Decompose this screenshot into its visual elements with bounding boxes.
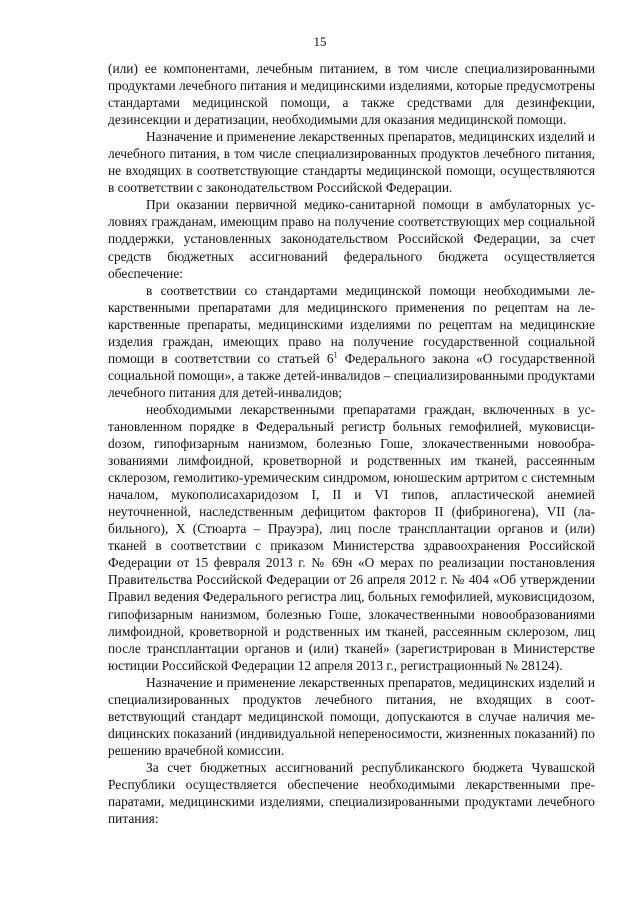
paragraph-standards-provision [108, 282, 595, 401]
paragraph-federal-register: необходимыми лекарственными препаратами граждан, включенных в установленном порядке в Федеральный регистр больных гемофилией, муковисциdозом, гипофизарным нанизмом, болезнью Гоше, злокачественными новообразованиями лимфоидной, кроветворной и родственных им тканей, рассеянным склерозом, гемолитико-уремическим синдромом, юношеским артритом с системным началом, мукополисахаридозом I, II и VI типов, апластической анемией неуточненной, наследственным дефицитом факторов II (фибриногена), VII (лабильного), X (Стюарта – Прауэра), лиц после трансплантации органов и (или) тканей в соответствии с приказом Министерства здравоохранения Российской Федерации от 15 февраля 2013 г. № 69н «О мерах по реализации постановления Правительства Российской Федерации от 26 апреля 2012 г. № 404 «Об утверждении Правил ведения Федерального регистра лиц, больных гемофилией, муковисцидозом, гипофизарным нанизмом, болезнью Гоше, злокачественными новообразованиями лимфоидной, кроветворной и родственных им тканей, рассеянным склерозом, лиц после трансплантации органов и (или) тканей» (зарегистрирован в Министерстве юстиции Российской Федерации 12 апреля 2013 г., регистрационный № 28124). [108, 401, 595, 673]
paragraph-primary-care: При оказании первичной медико-санитарной помощи в амбулаторных условиях гражданам, имеющим право на получение соответствующих мер социальной поддержки, установленных законодательством Российской Федерации, за счет средств бюджетных ассигнований федерального бюджета осуществляется обеспечение: [108, 197, 595, 281]
paragraph-continuation: (или) ее компонентами, лечебным питанием, в том числе специализированными продуктами лечебного питания и медицинскими изделиями, которые предусмотрены стандартами медицинской помощи, а также средствами для дезинфекции, дезинсекции и дератизации, необходимыми для оказания медицинской помощи. [108, 61, 595, 128]
paragraph-text-after-footnote: Федерального закона «О государственной социальной помощи», а также детей-инвалидов – специализированными продуктами лечебного питания для детей-инвалидов; [108, 350, 595, 400]
footnote-superscript: 1 [333, 350, 338, 360]
paragraph-medical-commission: Назначение и применение лекарственных препаратов, медицинских изделий и специализированных продуктов лечебного питания, не входящих в соответствующий стандарт медицинской помощи, допускаются в случае наличия меdицинских показаний (индивидуальной непереносимости, жизненных показаний) по решению врачебной комиссии. [108, 674, 595, 758]
paragraph-text-before-footnote: в соответствии со стандартами медицинской помощи необходимыми лекарственными препаратами для медицинского применения по рецептам на лекарственные препараты, медицинскими изделиями по рецептам на медицинские изделия граждан, имеющих право на получение государственной социальной помощи в соответствии со статьей 6 [108, 282, 595, 366]
document-body [108, 60, 595, 827]
paragraph-republican-budget: За счет бюджетных ассигнований республиканского бюджета Чувашской Республики осуществляется обеспечение необходимыми лекарственными препаратами, медицинскими изделиями, специализированными продуктами лечебного питания: [108, 759, 595, 827]
paragraph-prescription-rules: Назначение и применение лекарственных препаратов, медицинских изделий и лечебного питания, в том числе специализированных продуктов лечебного питания, не входящих в соответствующие стандарты медицинской помощи, осуществляются в соответствии с законодательством Российской Федерации. [108, 129, 595, 196]
page-number: 15 [313, 34, 327, 49]
